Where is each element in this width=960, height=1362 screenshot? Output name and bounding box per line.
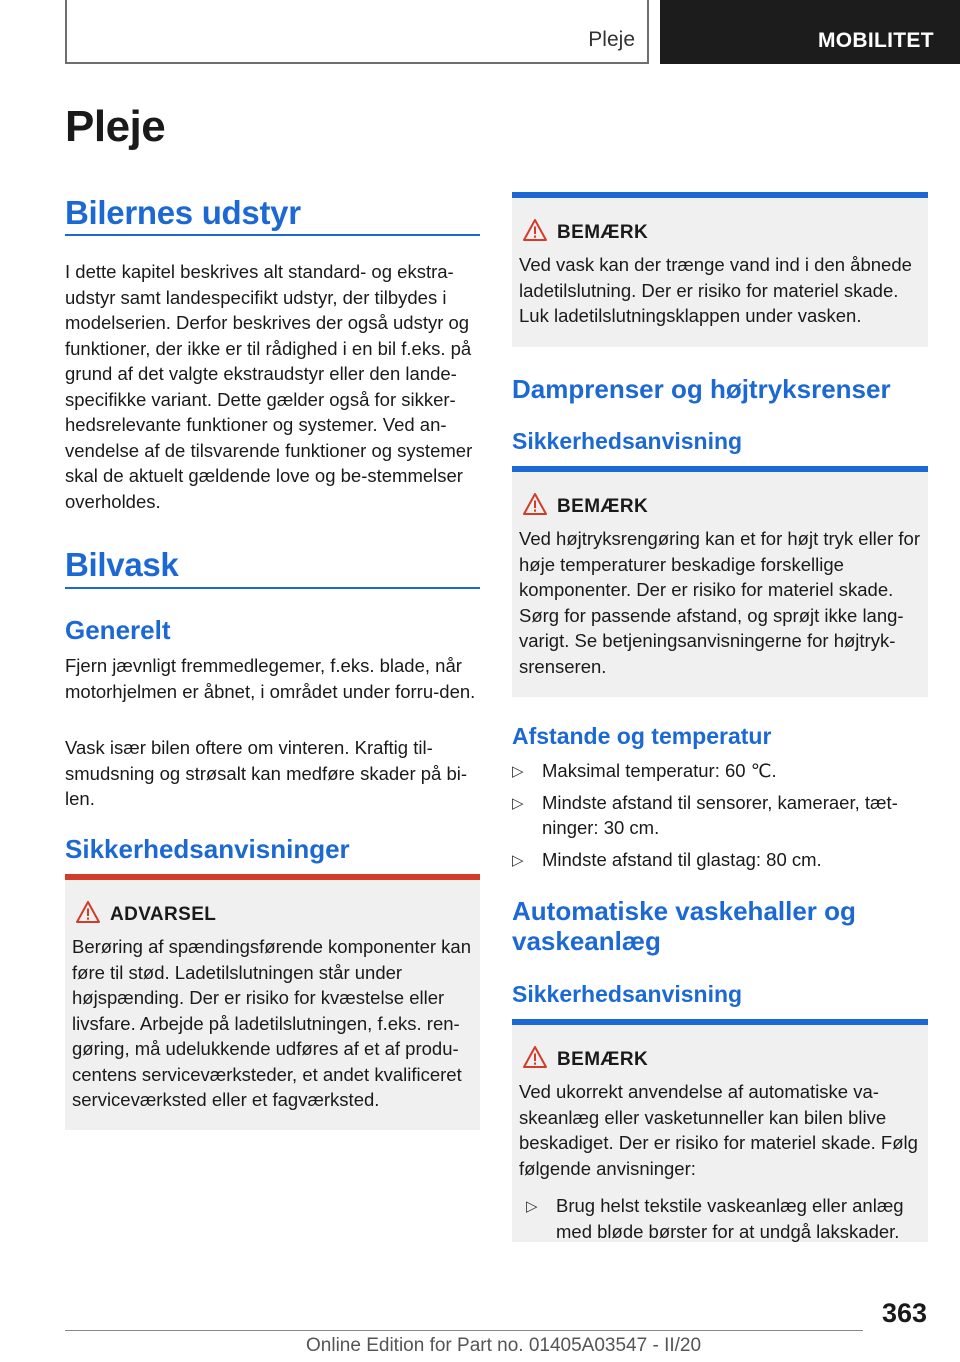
heading-bilvask: Bilvask — [65, 546, 179, 583]
note-text: Ved vask kan der trænge vand ind i den åbnede ladetilslutning. Der er risiko for materiel skade. Luk ladetilslutningsklappen under vasken. — [519, 254, 912, 326]
heading-rule — [65, 234, 480, 236]
list-item: ▷ Maksimal temperatur: 60 ℃. — [512, 758, 928, 784]
heading-generelt: Generelt — [65, 615, 171, 645]
footer-edition: Online Edition for Part no. 01405A03547 - II/20 — [306, 1335, 702, 1356]
note-title: BEMÆRK — [557, 496, 649, 517]
heading-sikkerhedsanvisninger: Sikkerhedsanvisninger — [65, 834, 350, 864]
caution-triangle-icon — [522, 492, 548, 516]
page-number: 363 — [881, 1298, 927, 1328]
heading-damprenser: Damprenser og højtryksrenser — [512, 374, 891, 404]
list-item: ▷ Brug helst tekstile vaskeanlæg eller anlæg med bløde børster for at undgå lakskader. — [526, 1195, 904, 1242]
paragraph-generelt-1: Fjern jævnligt fremmedlegemer, f.eks. blade, når motorhjelmen er åbnet, i området under forru-den. — [65, 655, 476, 702]
note-text: Ved højtryksrengøring kan et for højt tryk eller for høje temperaturer beskadige forskellige komponenter. Der er risiko for materiel skade. Sørg for passende afstand, og sprøjt ikke lang-varigt. Se betjeningsanvisningerne for højtryk-srenseren. — [519, 528, 920, 677]
paragraph-udstyr: I dette kapitel beskrives alt standard- og ekstra-udstyr samt landespecifikt udstyr, der tilbydes i modelserien. Derfor beskrives der også udstyr og funktioner, der ikke er til rådighed i en bil f.eks. på grund af det valgte ekstraudstyr eller den lande-specifikke variant. Dette gælder også for sikker-hedsrelevante funktioner og systemer. Ved an-vendelse af de tilsvarende funktioner og systemer skal de aktuelt gældende love og be-stemmelser overholdes. — [65, 261, 473, 512]
note-box-vask — [512, 192, 928, 347]
heading-sikkerhedsanvisning-2: Sikkerhedsanvisning — [512, 981, 743, 1007]
heading-automatiske: Automatiske vaskehaller og vaskeanlæg — [512, 896, 856, 956]
heading-rule — [65, 587, 480, 589]
heading-afstande: Afstande og temperatur — [512, 723, 772, 749]
paragraph-generelt-2: Vask især bilen oftere om vinteren. Kraftig til-smudsning og strøsalt kan medføre skader på bi-len. — [65, 737, 468, 809]
bullet-triangle-icon: ▷ — [526, 1198, 538, 1215]
list-item: ▷ Mindste afstand til sensorer, kameraer, tæt-ninger: 30 cm. — [512, 791, 898, 838]
warning-triangle-icon — [75, 900, 101, 924]
warning-title: ADVARSEL — [110, 904, 217, 925]
note-box-vaskeanlaeg — [512, 1019, 928, 1242]
bullet-triangle-icon: ▷ — [512, 794, 524, 812]
list-item: ▷ Mindste afstand til glastag: 80 cm. — [512, 847, 928, 873]
footer-rule — [65, 1330, 863, 1331]
page-title: Pleje — [65, 102, 166, 151]
warning-text: Berøring af spændingsførende komponenter kan føre til stød. Ladetilslutningen står under højspænding. Der er risiko for kvæstelse eller livsfare. Arbejde på ladetilslutningen, f.eks. ren-gøring, må udelukkende udføres af et af produ-centens serviceværksteder, et andet kvalificeret serviceværksted eller et fagværksted. — [72, 936, 471, 1110]
section-label: Pleje — [588, 28, 635, 51]
chapter-tab-label: MOBILITET — [818, 29, 934, 52]
bullet-list — [512, 758, 928, 872]
note-title: BEMÆRK — [557, 222, 649, 243]
chapter-tab — [660, 0, 960, 64]
note-title: BEMÆRK — [557, 1049, 649, 1070]
heading-sikkerhedsanvisning-1: Sikkerhedsanvisning — [512, 428, 743, 454]
bullet-triangle-icon: ▷ — [512, 763, 524, 780]
warning-box — [65, 874, 480, 1130]
caution-triangle-icon — [522, 218, 548, 242]
bullet-triangle-icon: ▷ — [512, 851, 524, 869]
heading-bilernes-udstyr: Bilernes udstyr — [65, 194, 301, 231]
note-text: Ved ukorrekt anvendelse af automatiske va-skeanlæg eller vasketunneller kan bilen blive beskadiget. Der er risiko for materiel skade. Følg følgende anvisninger: — [519, 1081, 918, 1179]
note-box-hojtryk — [512, 466, 928, 697]
caution-triangle-icon — [522, 1045, 548, 1069]
header-frame — [65, 0, 649, 64]
